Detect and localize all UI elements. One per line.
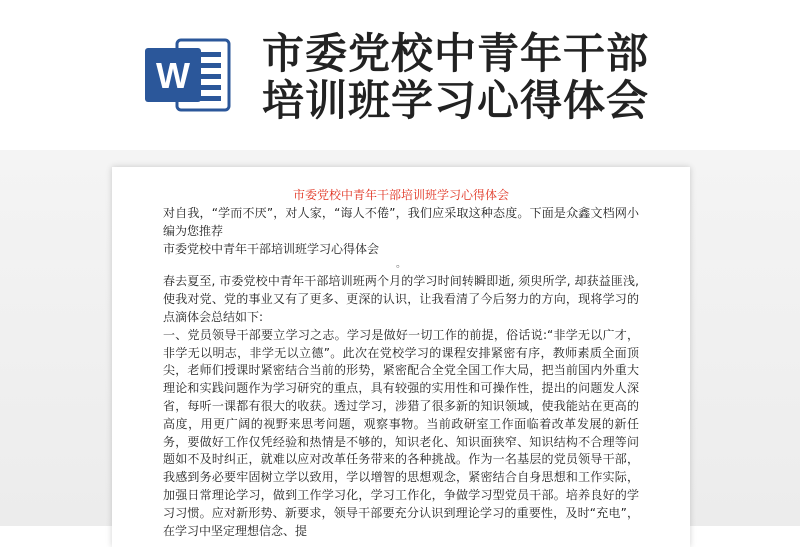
- word-icon-letter: W: [156, 55, 190, 96]
- separator-dot: 。: [396, 259, 406, 271]
- word-icon: [143, 34, 233, 116]
- document-page: [112, 167, 690, 547]
- document-subtitle: 市委党校中青年干部培训班学习心得体会: [163, 241, 380, 256]
- body-paragraph-1: 春去夏至, 市委党校中青年干部培训班两个月的学习时间转瞬即逝, 须臾所学, 却获益匪浅, 使我对党、党的事业又有了更多、更深的认识，让我看清了今后努力的方向，现将学习的点滴体会总结如下:: [163, 274, 639, 324]
- document-content: [163, 186, 639, 540]
- body-paragraph-2: 一、党员领导干部要立学习之志。学习是做好一切工作的前提，俗话说:“非学无以广才，非学无以明志，非学无以立德”。此次在党校学习的课程安排紧密有序，教师素质全面顶尖，老师们授课时紧密结合当前的形势，紧密配合全党全国工作大局，把当前国内外重大理论和实践问题作为学习研究的重点，具有较强的实用性和可操作性，提出的问题发人深省，每听一课都有很大的收获。透过学习，涉猎了很多新的知识领域，使我能站在更高的高度，用更广阔的视野来思考问题，观察事物。当前政研室工作面临着改革发展的新任务，要做好工作仅凭经验和热情是不够的，知识老化、知识面狭窄、知识结构不合理等问题如不及时纠正，就难以应对改革任务带来的各种挑战。作为一名基层的党员领导干部，我感到务必要牢固树立学以致用，学以增智的思想观念，紧密结合自身思想和工作实际，加强日常理论学习，做到工作学习化，学习工作化，争做学习型党员干部。培养良好的学习习惯。应对新形势、新要求，领导干部要充分认识到理论学习的重要性，及时“充电”，在学习中坚定理想信念、提: [163, 327, 639, 538]
- banner-title-line2: 培训班学习心得体会: [262, 76, 650, 125]
- banner-title-line1: 市委党校中青年干部: [262, 29, 650, 78]
- document-heading: 市委党校中青年干部培训班学习心得体会: [292, 188, 509, 202]
- intro-paragraph: 对自我，“学而不厌”，对人家，“诲人不倦”，我们应采取这种态度。下面是众鑫文档网小编为您推荐: [163, 206, 639, 238]
- banner-title: [262, 30, 782, 124]
- banner: [0, 0, 800, 150]
